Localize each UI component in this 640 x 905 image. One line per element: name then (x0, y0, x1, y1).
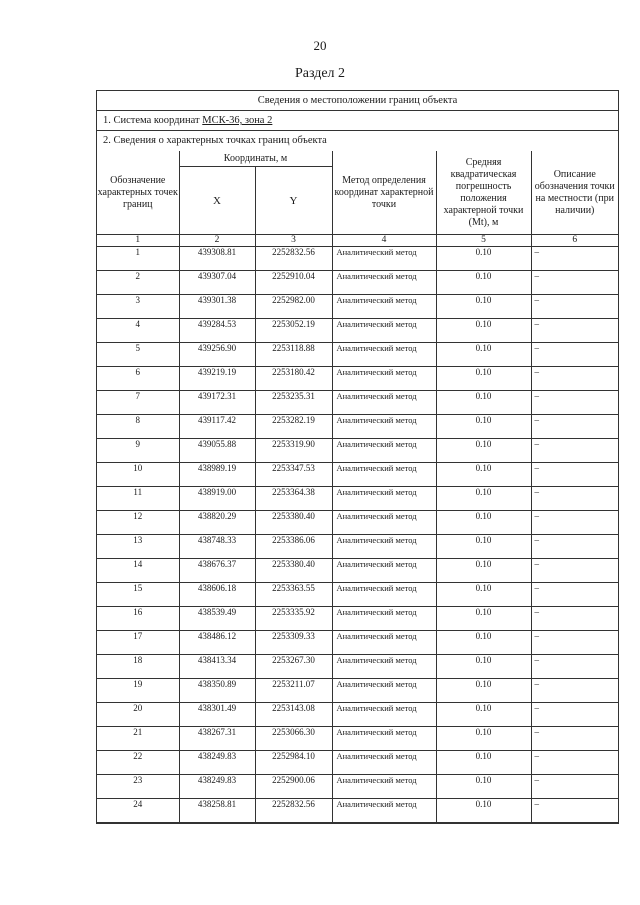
x-coordinate: 438606.18 (179, 583, 255, 607)
error-cell: 0.10 (436, 703, 531, 727)
x-coordinate: 438539.49 (179, 607, 255, 631)
table-row (97, 463, 618, 487)
method-cell: Аналитический метод (332, 463, 436, 487)
points-subheading: 2. Сведения о характерных точках границ объекта (103, 135, 327, 146)
description-cell: – (531, 463, 618, 487)
description-cell: – (531, 559, 618, 583)
point-number: 15 (97, 583, 179, 607)
x-coordinate: 438301.49 (179, 703, 255, 727)
y-coordinate: 2252832.56 (255, 247, 332, 271)
column-numbers-row (97, 235, 618, 247)
error-cell: 0.10 (436, 511, 531, 535)
table-row (97, 319, 618, 343)
error-cell: 0.10 (436, 583, 531, 607)
table-row (97, 535, 618, 559)
error-cell: 0.10 (436, 439, 531, 463)
point-number: 21 (97, 727, 179, 751)
description-cell: – (531, 607, 618, 631)
method-cell: Аналитический метод (332, 415, 436, 439)
table-row (97, 631, 618, 655)
error-cell: 0.10 (436, 535, 531, 559)
y-coordinate: 2253386.06 (255, 535, 332, 559)
y-coordinate: 2253052.19 (255, 319, 332, 343)
error-cell: 0.10 (436, 247, 531, 271)
point-number: 19 (97, 679, 179, 703)
method-cell: Аналитический метод (332, 319, 436, 343)
x-coordinate: 438413.34 (179, 655, 255, 679)
point-number: 7 (97, 391, 179, 415)
table-row (97, 727, 618, 751)
header-designation: Обозначение характерных точек границ (97, 151, 179, 235)
y-coordinate: 2253066.30 (255, 727, 332, 751)
description-cell: – (531, 415, 618, 439)
x-coordinate: 438258.81 (179, 799, 255, 823)
x-coordinate: 439308.81 (179, 247, 255, 271)
error-cell: 0.10 (436, 607, 531, 631)
point-number: 14 (97, 559, 179, 583)
description-cell: – (531, 751, 618, 775)
table-row (97, 655, 618, 679)
method-cell: Аналитический метод (332, 727, 436, 751)
table-row (97, 343, 618, 367)
y-coordinate: 2252910.04 (255, 271, 332, 295)
method-cell: Аналитический метод (332, 655, 436, 679)
method-cell: Аналитический метод (332, 367, 436, 391)
column-number: 5 (436, 235, 531, 247)
table-row (97, 415, 618, 439)
x-coordinate: 439256.90 (179, 343, 255, 367)
error-cell: 0.10 (436, 631, 531, 655)
description-cell: – (531, 535, 618, 559)
error-cell: 0.10 (436, 391, 531, 415)
description-cell: – (531, 391, 618, 415)
method-cell: Аналитический метод (332, 295, 436, 319)
y-coordinate: 2253363.55 (255, 583, 332, 607)
y-coordinate: 2253335.92 (255, 607, 332, 631)
error-cell: 0.10 (436, 295, 531, 319)
x-coordinate: 438350.89 (179, 679, 255, 703)
error-cell: 0.10 (436, 415, 531, 439)
table-row (97, 751, 618, 775)
table-row (97, 391, 618, 415)
points-table (97, 151, 618, 823)
y-coordinate: 2253364.38 (255, 487, 332, 511)
y-coordinate: 2253118.88 (255, 343, 332, 367)
table-row (97, 559, 618, 583)
y-coordinate: 2253211.07 (255, 679, 332, 703)
y-coordinate: 2253267.30 (255, 655, 332, 679)
description-cell: – (531, 343, 618, 367)
description-cell: – (531, 271, 618, 295)
y-coordinate: 2252982.00 (255, 295, 332, 319)
description-cell: – (531, 439, 618, 463)
point-number: 12 (97, 511, 179, 535)
x-coordinate: 438989.19 (179, 463, 255, 487)
description-cell: – (531, 511, 618, 535)
error-cell: 0.10 (436, 559, 531, 583)
method-cell: Аналитический метод (332, 583, 436, 607)
y-coordinate: 2252900.06 (255, 775, 332, 799)
table-row (97, 679, 618, 703)
coordinate-system-value: МСК-36, зона 2 (202, 115, 273, 126)
point-number: 6 (97, 367, 179, 391)
point-number: 9 (97, 439, 179, 463)
y-coordinate: 2253380.40 (255, 511, 332, 535)
point-number: 10 (97, 463, 179, 487)
error-cell: 0.10 (436, 799, 531, 823)
x-coordinate: 438748.33 (179, 535, 255, 559)
description-cell: – (531, 583, 618, 607)
y-coordinate: 2252984.10 (255, 751, 332, 775)
point-number: 13 (97, 535, 179, 559)
error-cell: 0.10 (436, 487, 531, 511)
column-number: 1 (97, 235, 179, 247)
method-cell: Аналитический метод (332, 559, 436, 583)
error-cell: 0.10 (436, 655, 531, 679)
x-coordinate: 438676.37 (179, 559, 255, 583)
x-coordinate: 439284.53 (179, 319, 255, 343)
column-number: 6 (531, 235, 618, 247)
column-number: 4 (332, 235, 436, 247)
error-cell: 0.10 (436, 727, 531, 751)
x-coordinate: 439117.42 (179, 415, 255, 439)
x-coordinate: 438919.00 (179, 487, 255, 511)
boundary-table (96, 90, 619, 824)
error-cell: 0.10 (436, 775, 531, 799)
table-row (97, 703, 618, 727)
error-cell: 0.10 (436, 367, 531, 391)
table-row (97, 367, 618, 391)
point-number: 4 (97, 319, 179, 343)
x-coordinate: 438249.83 (179, 751, 255, 775)
table-row (97, 295, 618, 319)
points-table-body (97, 247, 618, 823)
point-number: 18 (97, 655, 179, 679)
point-number: 3 (97, 295, 179, 319)
x-coordinate: 439219.19 (179, 367, 255, 391)
method-cell: Аналитический метод (332, 631, 436, 655)
error-cell: 0.10 (436, 271, 531, 295)
column-number: 3 (255, 235, 332, 247)
point-number: 1 (97, 247, 179, 271)
method-cell: Аналитический метод (332, 343, 436, 367)
description-cell: – (531, 319, 618, 343)
description-cell: – (531, 295, 618, 319)
method-cell: Аналитический метод (332, 775, 436, 799)
method-cell: Аналитический метод (332, 271, 436, 295)
coordinate-system-label: 1. Система координат (103, 115, 203, 126)
x-coordinate: 438820.29 (179, 511, 255, 535)
description-cell: – (531, 631, 618, 655)
page-number: 20 (313, 38, 327, 53)
table-row (97, 439, 618, 463)
point-number: 20 (97, 703, 179, 727)
error-cell: 0.10 (436, 343, 531, 367)
section-title: Раздел 2 (294, 66, 346, 81)
description-cell: – (531, 655, 618, 679)
table-row (97, 511, 618, 535)
y-coordinate: 2253319.90 (255, 439, 332, 463)
description-cell: – (531, 247, 618, 271)
y-coordinate: 2253235.31 (255, 391, 332, 415)
error-cell: 0.10 (436, 751, 531, 775)
point-number: 16 (97, 607, 179, 631)
x-coordinate: 438486.12 (179, 631, 255, 655)
header-x: X (179, 167, 255, 235)
method-cell: Аналитический метод (332, 751, 436, 775)
x-coordinate: 438249.83 (179, 775, 255, 799)
table-row (97, 583, 618, 607)
point-number: 17 (97, 631, 179, 655)
method-cell: Аналитический метод (332, 487, 436, 511)
point-number: 5 (97, 343, 179, 367)
y-coordinate: 2253380.40 (255, 559, 332, 583)
y-coordinate: 2252832.56 (255, 799, 332, 823)
x-coordinate: 439055.88 (179, 439, 255, 463)
y-coordinate: 2253180.42 (255, 367, 332, 391)
x-coordinate: 439301.38 (179, 295, 255, 319)
method-cell: Аналитический метод (332, 799, 436, 823)
error-cell: 0.10 (436, 319, 531, 343)
y-coordinate: 2253309.33 (255, 631, 332, 655)
table-row (97, 775, 618, 799)
point-number: 23 (97, 775, 179, 799)
method-cell: Аналитический метод (332, 535, 436, 559)
method-cell: Аналитический метод (332, 439, 436, 463)
header-coordinates: Координаты, м (179, 151, 332, 167)
method-cell: Аналитический метод (332, 247, 436, 271)
header-description: Описание обозначения точки на местности (при наличии) (531, 151, 618, 235)
point-number: 24 (97, 799, 179, 823)
point-number: 11 (97, 487, 179, 511)
point-number: 22 (97, 751, 179, 775)
point-number: 2 (97, 271, 179, 295)
method-cell: Аналитический метод (332, 679, 436, 703)
point-number: 8 (97, 415, 179, 439)
table-row (97, 247, 618, 271)
description-cell: – (531, 487, 618, 511)
description-cell: – (531, 703, 618, 727)
description-cell: – (531, 367, 618, 391)
table-row (97, 607, 618, 631)
header-y: Y (255, 167, 332, 235)
y-coordinate: 2253282.19 (255, 415, 332, 439)
description-cell: – (531, 727, 618, 751)
error-cell: 0.10 (436, 679, 531, 703)
table-row (97, 799, 618, 823)
x-coordinate: 439307.04 (179, 271, 255, 295)
table-row (97, 271, 618, 295)
method-cell: Аналитический метод (332, 703, 436, 727)
header-method: Метод определения координат характерной точки (332, 151, 436, 235)
description-cell: – (531, 799, 618, 823)
table-title: Сведения о местоположении границ объекта (97, 91, 618, 111)
table-row (97, 487, 618, 511)
y-coordinate: 2253347.53 (255, 463, 332, 487)
coordinate-system-row (97, 111, 618, 131)
y-coordinate: 2253143.08 (255, 703, 332, 727)
column-number: 2 (179, 235, 255, 247)
error-cell: 0.10 (436, 463, 531, 487)
header-error: Средняя квадратическая погрешность положения характерной точки (Мt), м (436, 151, 531, 235)
x-coordinate: 439172.31 (179, 391, 255, 415)
method-cell: Аналитический метод (332, 607, 436, 631)
description-cell: – (531, 775, 618, 799)
method-cell: Аналитический метод (332, 511, 436, 535)
x-coordinate: 438267.31 (179, 727, 255, 751)
method-cell: Аналитический метод (332, 391, 436, 415)
description-cell: – (531, 679, 618, 703)
